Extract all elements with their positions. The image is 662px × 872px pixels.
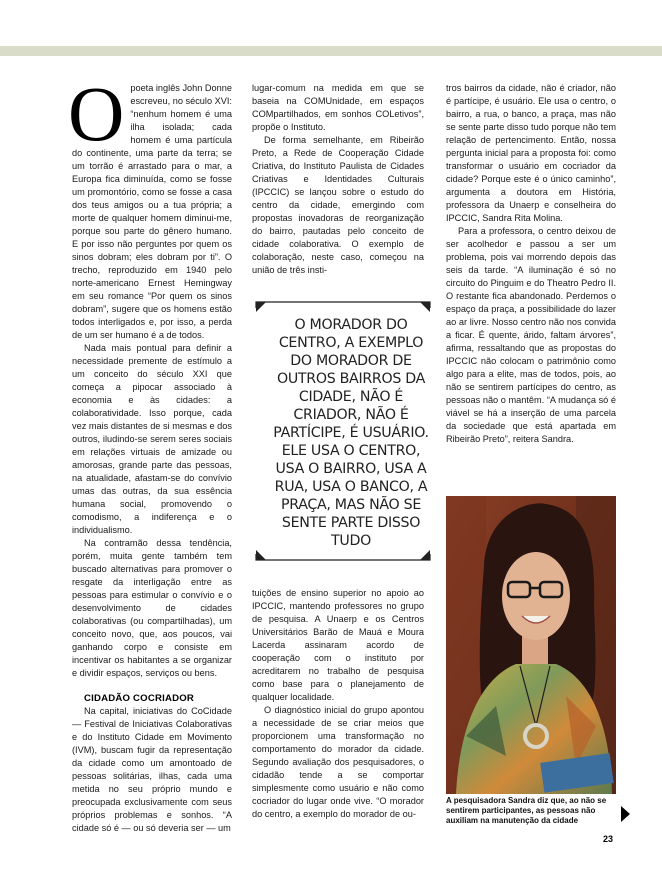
paragraph: poeta inglês John Donne escreveu, no século XVI: “nenhum homem é uma ilha isolada; cada homem é uma partícula do continente, uma parte da terra; se um torrão é arrastado para o mar, a Europa fica diminuída, como se fosse um promontório, como se fosse a casa dos teus amigos ou a tua própria; a morte de qualquer homem diminui-me, porque sou parte do gênero humano. E por isso não perguntes por quem os sinos dobram; eles dobram por ti”. O trecho, reproduzido em 1940 pelo norte-americano Ernest Hemingway em seu romance “Por quem os sinos dobram”, sugere que os homens estão todos interligados e, por isso, a perda de um ser humano é a de todos. (72, 83, 232, 340)
paragraph: De forma semelhante, em Ribeirão Preto, a Rede de Cooperação Cidade Criativa, do Instituto Paulista de Cidades Criativas e Identidades Culturais (IPCCIC) se lançou sobre o estudo do centro da cidade, emergindo com propostas inovadoras de reorganização do bairro, pautadas pelo conceito de cidade colaborativa. O exemplo de colaboração, neste caso, começou na união de três insti- (252, 135, 424, 275)
drop-cap: O (68, 70, 125, 157)
top-decorative-band (0, 46, 662, 56)
page-number: 23 (603, 834, 614, 844)
portrait-illustration (446, 496, 616, 794)
article-column-3 (446, 82, 616, 446)
article-column-2-upper (252, 82, 424, 277)
paragraph: tros bairros da cidade, não é criador, não é partícipe, é usuário. Ele usa o centro, o bairro, a rua, o banco, a praça, mas não se sente parte disso tudo porque não tem relação de pertencimento. Então, nossa pergunta inicial para a proposta foi: como transformar o usuário em cocriador da cidade? Porque este é o único caminho”, argumenta a doutora em História, professora da Unaerp e conselheira do IPCCIC, Sandra Rita Molina. (446, 83, 616, 223)
paragraph: Nada mais pontual para definir a necessidade premente de estímulo a um conceito do século XXI que começa a pipocar associado à economia e às cidades: a colaboratividade. Isso porque, cada vez mais distantes de si mesmas e dos outros, iludindo-se serem seres sociais em relações virtuais de amizade ou amorosas, grande parte das pessoas, na atualidade, afastam-se do convívio umas das outras, da sua essência humana social, promovendo o comodismo, a indiferença e o individualismo. (72, 343, 232, 535)
paragraph: Na capital, iniciativas do CoCidade — Festival de Iniciativas Colaborativas e do Instituto Cidade em Movimento (IVM), buscam fugir da representação da cidade como um amontoado de pessoas solitárias, ilhas, cada uma metida no seu próprio mundo e preocupada exclusivamente com seus próprios problemas e sonhos. “A cidade só é — ou só deveria ser — um (72, 706, 232, 833)
continue-arrow-icon (621, 806, 630, 822)
photo-caption: A pesquisadora Sandra diz que, ao não se sentirem participantes, as pessoas não auxiliam na manutenção da cidade (446, 796, 607, 825)
portrait-photo (446, 496, 616, 794)
pull-quote (254, 300, 436, 562)
article-column-1 (68, 70, 232, 835)
paragraph: tuições de ensino superior no apoio ao IPCCIC, mantendo professores no grupo de pesquisa. A Unaerp e os Centros Universitários Barão de Mauá e Moura Lacerda assinaram acordo de cooperação com o instituto por acreditarem no trabalho de pesquisa como base para o planejamento de qualquer localidade. (252, 588, 424, 702)
paragraph: lugar-comum na medida em que se baseia na COMUnidade, em espaços COMpartilhados, em sonhos COLetivos”, propõe o Instituto. (252, 83, 424, 132)
paragraph: Para a professora, o centro deixou de ser acolhedor e passou a ser um problema, pois vai morrendo depois das seis da tarde. “A iluminação é só no circuito do Pinguim e do Theatro Pedro II. O restante fica abandonado. Perdemos o espaço da praça, a possibilidade do lazer ao ar livre. Nosso centro não nos convida a ficar. É quente, árido, faltam árvores”, afirma, ressaltando que as propostas do IPCCIC não colocam o patrimônio como algo para a elite, mas de todos, pois, ao não se sentirem partícipes do centro, as pessoas não o mantêm. “A mudança só é viável se há a inserção de uma parcela da sociedade que está apartada em Ribeirão Preto”, reitera Sandra. (446, 226, 616, 444)
paragraph: Na contramão dessa tendência, porém, muita gente também tem buscado alternativas para promover o resgate da interligação entre as pessoas para estimular o convívio e o desenvolvimento de cidades colaborativas (ou compartilhadas), um conceito novo, que, aos poucos, vai ganhando corpo e consiste em incentivar os habitantes a se organizar e dividir espaços, serviços ou bens. (72, 538, 232, 678)
pull-quote-text: O MORADOR DO CENTRO, A EXEMPLO DO MORADOR DE OUTROS BAIRROS DA CIDADE, NÃO É CRIADOR, NÃO É PARTÍCIPE, É USUÁRIO. ELE USA O CENTRO, USA O BAIRRO, USA A RUA, USA O BANCO, A PRAÇA, MAS NÃO SE SENTE PARTE DISSO TUDO (273, 317, 429, 549)
section-heading: CIDADÃO COCRIADOR (84, 693, 194, 704)
paragraph: O diagnóstico inicial do grupo apontou a necessidade de se criar meios que proporcionem uma transformação no comportamento do morador da cidade. Segundo avaliação dos pesquisadores, o cidadão tende a se comportar simplesmente como usuário e não como cocriador do lugar onde vive. “O morador do centro, a exemplo do morador de ou- (252, 705, 424, 819)
article-column-2-lower (252, 587, 424, 821)
